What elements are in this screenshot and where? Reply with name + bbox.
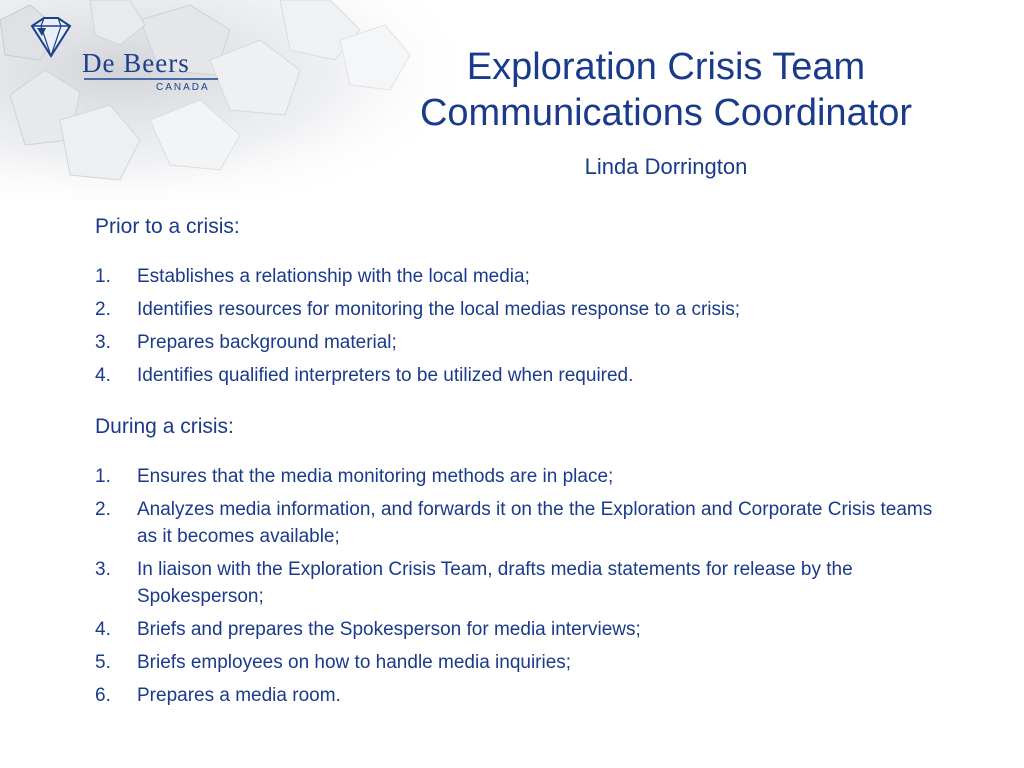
logo-name: De Beers (82, 48, 190, 78)
item-number: 5. (95, 652, 111, 673)
item-number: 3. (95, 559, 111, 580)
item-number: 1. (95, 466, 111, 487)
item-text: In liaison with the Exploration Crisis Team, drafts media statements for release by the Spokesperson; (137, 559, 853, 607)
list-item (95, 463, 955, 490)
diamond-logo-icon (28, 14, 74, 60)
item-number: 6. (95, 685, 111, 706)
item-number: 4. (95, 619, 111, 640)
item-text: Establishes a relationship with the local media; (137, 266, 530, 287)
logo-region: CANADA (156, 82, 210, 93)
item-text: Briefs employees on how to handle media inquiries; (137, 652, 572, 673)
item-text: Prepares background material; (137, 332, 397, 353)
list-item (95, 296, 955, 323)
de-beers-logo (28, 14, 210, 93)
item-number: 1. (95, 266, 111, 287)
item-number: 2. (95, 499, 111, 520)
item-number: 3. (95, 332, 111, 353)
list-item (95, 263, 955, 290)
logo-divider (84, 78, 218, 80)
list-item (95, 496, 955, 550)
during-list (95, 463, 955, 715)
title-line-1: Exploration Crisis Team (466, 46, 866, 88)
item-text: Identifies resources for monitoring the local medias response to a crisis; (137, 299, 740, 320)
during-heading: During a crisis: (95, 415, 234, 438)
list-item (95, 556, 955, 610)
slide-title (360, 44, 972, 136)
list-item (95, 616, 955, 643)
item-number: 4. (95, 365, 111, 386)
list-item (95, 682, 955, 709)
item-text: Analyzes media information, and forwards it on the the Exploration and Corporate Crisis teams as it becomes available; (137, 499, 933, 547)
prior-heading: Prior to a crisis: (95, 215, 240, 238)
prior-list (95, 263, 955, 395)
item-text: Briefs and prepares the Spokesperson for media interviews; (137, 619, 641, 640)
item-text: Ensures that the media monitoring methods are in place; (137, 466, 614, 487)
presenter-name: Linda Dorrington (584, 154, 748, 179)
list-item (95, 362, 955, 389)
item-text: Identifies qualified interpreters to be utilized when required. (137, 365, 634, 386)
item-number: 2. (95, 299, 111, 320)
list-item (95, 649, 955, 676)
list-item (95, 329, 955, 356)
title-line-2: Communications Coordinator (419, 92, 913, 134)
item-text: Prepares a media room. (137, 685, 341, 706)
